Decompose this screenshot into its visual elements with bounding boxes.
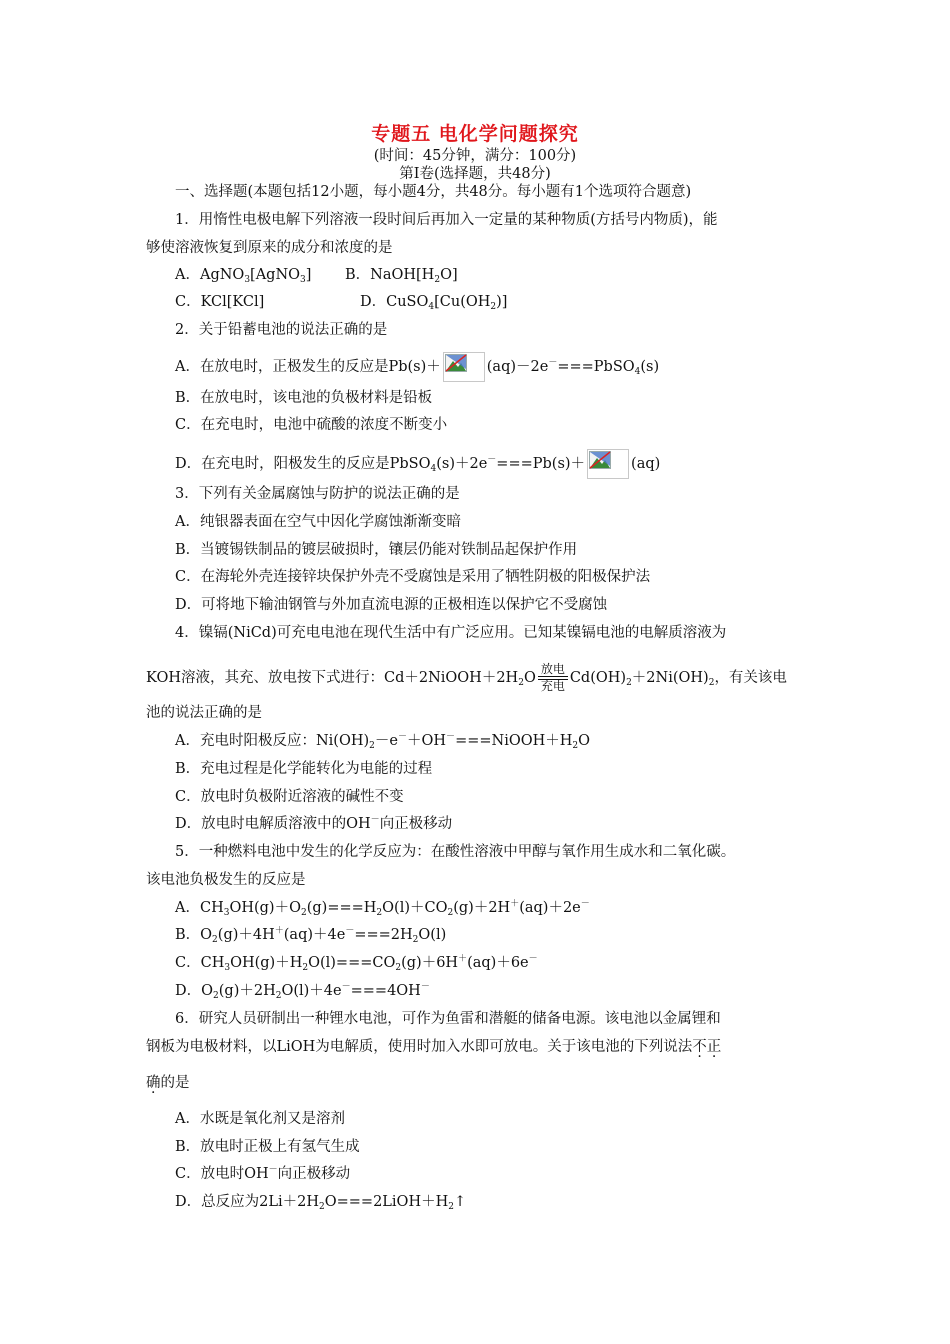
q1-option-d: D．$CuSO_4[Cu(OH_2)]$ xyxy=(360,294,508,312)
q1-option-b: B．$NaOH[H_2O]$ xyxy=(345,267,458,285)
q3-option-d: D．可将地下输油钢管与外加直流电源的正极相连以保护它不受腐蚀 xyxy=(175,597,608,613)
q1-stem-1: 1．用惰性电极电解下列溶液一段时间后再加入一定量的某种物质(方括号内物质)，能 xyxy=(175,212,718,228)
part-heading: 第Ⅰ卷(选择题，共48分) xyxy=(399,166,551,182)
q4-option-a: A．充电时阳极反应：$Ni(OH)_2-e^-+OH^-===NiOOH+H_2O$ xyxy=(175,732,591,751)
q3-option-a: A．纯银器表面在空气中因化学腐蚀渐渐变暗 xyxy=(175,514,461,530)
q2-option-b: B．在放电时，该电池的负极材料是铅板 xyxy=(175,390,433,406)
q5-option-b: B．$O_2(g)+4H^+(aq)+4e^-===2H_2O(l)$ xyxy=(175,926,447,945)
q4-stem-3: 池的说法正确的是 xyxy=(146,705,262,721)
q6-stem-1: 6．研究人员研制出一种锂水电池，可作为鱼雷和潜艇的储备电源。该电池以金属锂和 xyxy=(175,1011,721,1027)
broken-image-icon xyxy=(443,352,485,382)
q4-option-d: D．放电时电解质溶液中的OH－向正极移动 xyxy=(175,815,453,832)
q2-option-c: C．在充电时，电池中硫酸的浓度不断变小 xyxy=(175,417,448,433)
q6-option-d: D．总反应为$2Li+2H_2O===2LiOH+H_2↑$ xyxy=(175,1194,467,1212)
q3-option-b: B．当镀锡铁制品的镀层破损时，镶层仍能对铁制品起保护作用 xyxy=(175,542,578,558)
q4-stem-1: 4．镍镉(NiCd)可充电电池在现代生活中有广泛应用。已知某镍镉电池的电解质溶液为 xyxy=(175,625,727,641)
q6-option-c: C．放电时OH－向正极移动 xyxy=(175,1165,351,1182)
q2-option-a: A．在放电时，正极发生的反应是Pb(s)＋ (aq)－2e－===PbSO$_4$(s) xyxy=(175,352,659,382)
q2-stem: 2．关于铅蓄电池的说法正确的是 xyxy=(175,322,388,338)
section-heading: 一、选择题(本题包括12小题，每小题4分，共48分。每小题有1个选项符合题意) xyxy=(175,184,692,200)
reversible-arrow: 放电 充电 xyxy=(538,663,568,693)
q1-option-a: A．AgNO$_3$[AgNO$_3$] xyxy=(175,267,312,285)
q6-stem-2: 钢板为电极材料，以LiOH为电解质，使用时加入水即可放电。关于该电池的下列说法不正 xyxy=(146,1039,722,1055)
q6-option-a: A．水既是氧化剂又是溶剂 xyxy=(175,1111,345,1127)
q2-option-d: D．在充电时，阳极发生的反应是PbSO$_4$(s)＋2e－===Pb(s)＋ (aq) xyxy=(175,449,660,479)
q5-option-a: A．$CH_3OH(g)+O_2(g)===H_2O(l)+CO_2(g)+2H^+(aq)+2e^-$ xyxy=(175,899,590,918)
q6-stem-3: 确的是 xyxy=(146,1075,190,1091)
time-info: (时间：45分钟，满分：100分) xyxy=(373,148,577,164)
q4-stem-2: KOH溶液，其充、放电按下式进行：$Cd+2NiOOH+2H_2O$ 放电 充电 $Cd(OH)_2+2Ni(OH)_2$，有关该电 xyxy=(146,662,787,693)
q5-stem-1: 5．一种燃料电池中发生的化学反应为：在酸性溶液中甲醇与氧作用生成水和二氧化碳。 xyxy=(175,844,736,860)
broken-image-icon xyxy=(587,449,629,479)
page-title: 专题五 电化学问题探究 xyxy=(371,123,579,145)
q4-option-c: C．放电时负极附近溶液的碱性不变 xyxy=(175,789,404,805)
q5-option-c: C．$CH_3OH(g)+H_2O(l)===CO_2(g)+6H^+(aq)+6e^-$ xyxy=(175,954,538,973)
q3-option-c: C．在海轮外壳连接锌块保护外壳不受腐蚀是采用了牺牲阴极的阳极保护法 xyxy=(175,569,651,585)
q1-option-c: C．KCl[KCl] xyxy=(175,294,265,310)
q6-option-b: B．放电时正极上有氢气生成 xyxy=(175,1139,360,1155)
q1-stem-2: 够使溶液恢复到原来的成分和浓度的是 xyxy=(146,240,393,256)
q3-stem: 3．下列有关金属腐蚀与防护的说法正确的是 xyxy=(175,486,460,502)
q5-option-d: D．$O_2(g)+2H_2O(l)+4e^-===4OH^-$ xyxy=(175,982,430,1001)
q5-stem-2: 该电池负极发生的反应是 xyxy=(146,872,306,888)
q4-option-b: B．充电过程是化学能转化为电能的过程 xyxy=(175,761,433,777)
